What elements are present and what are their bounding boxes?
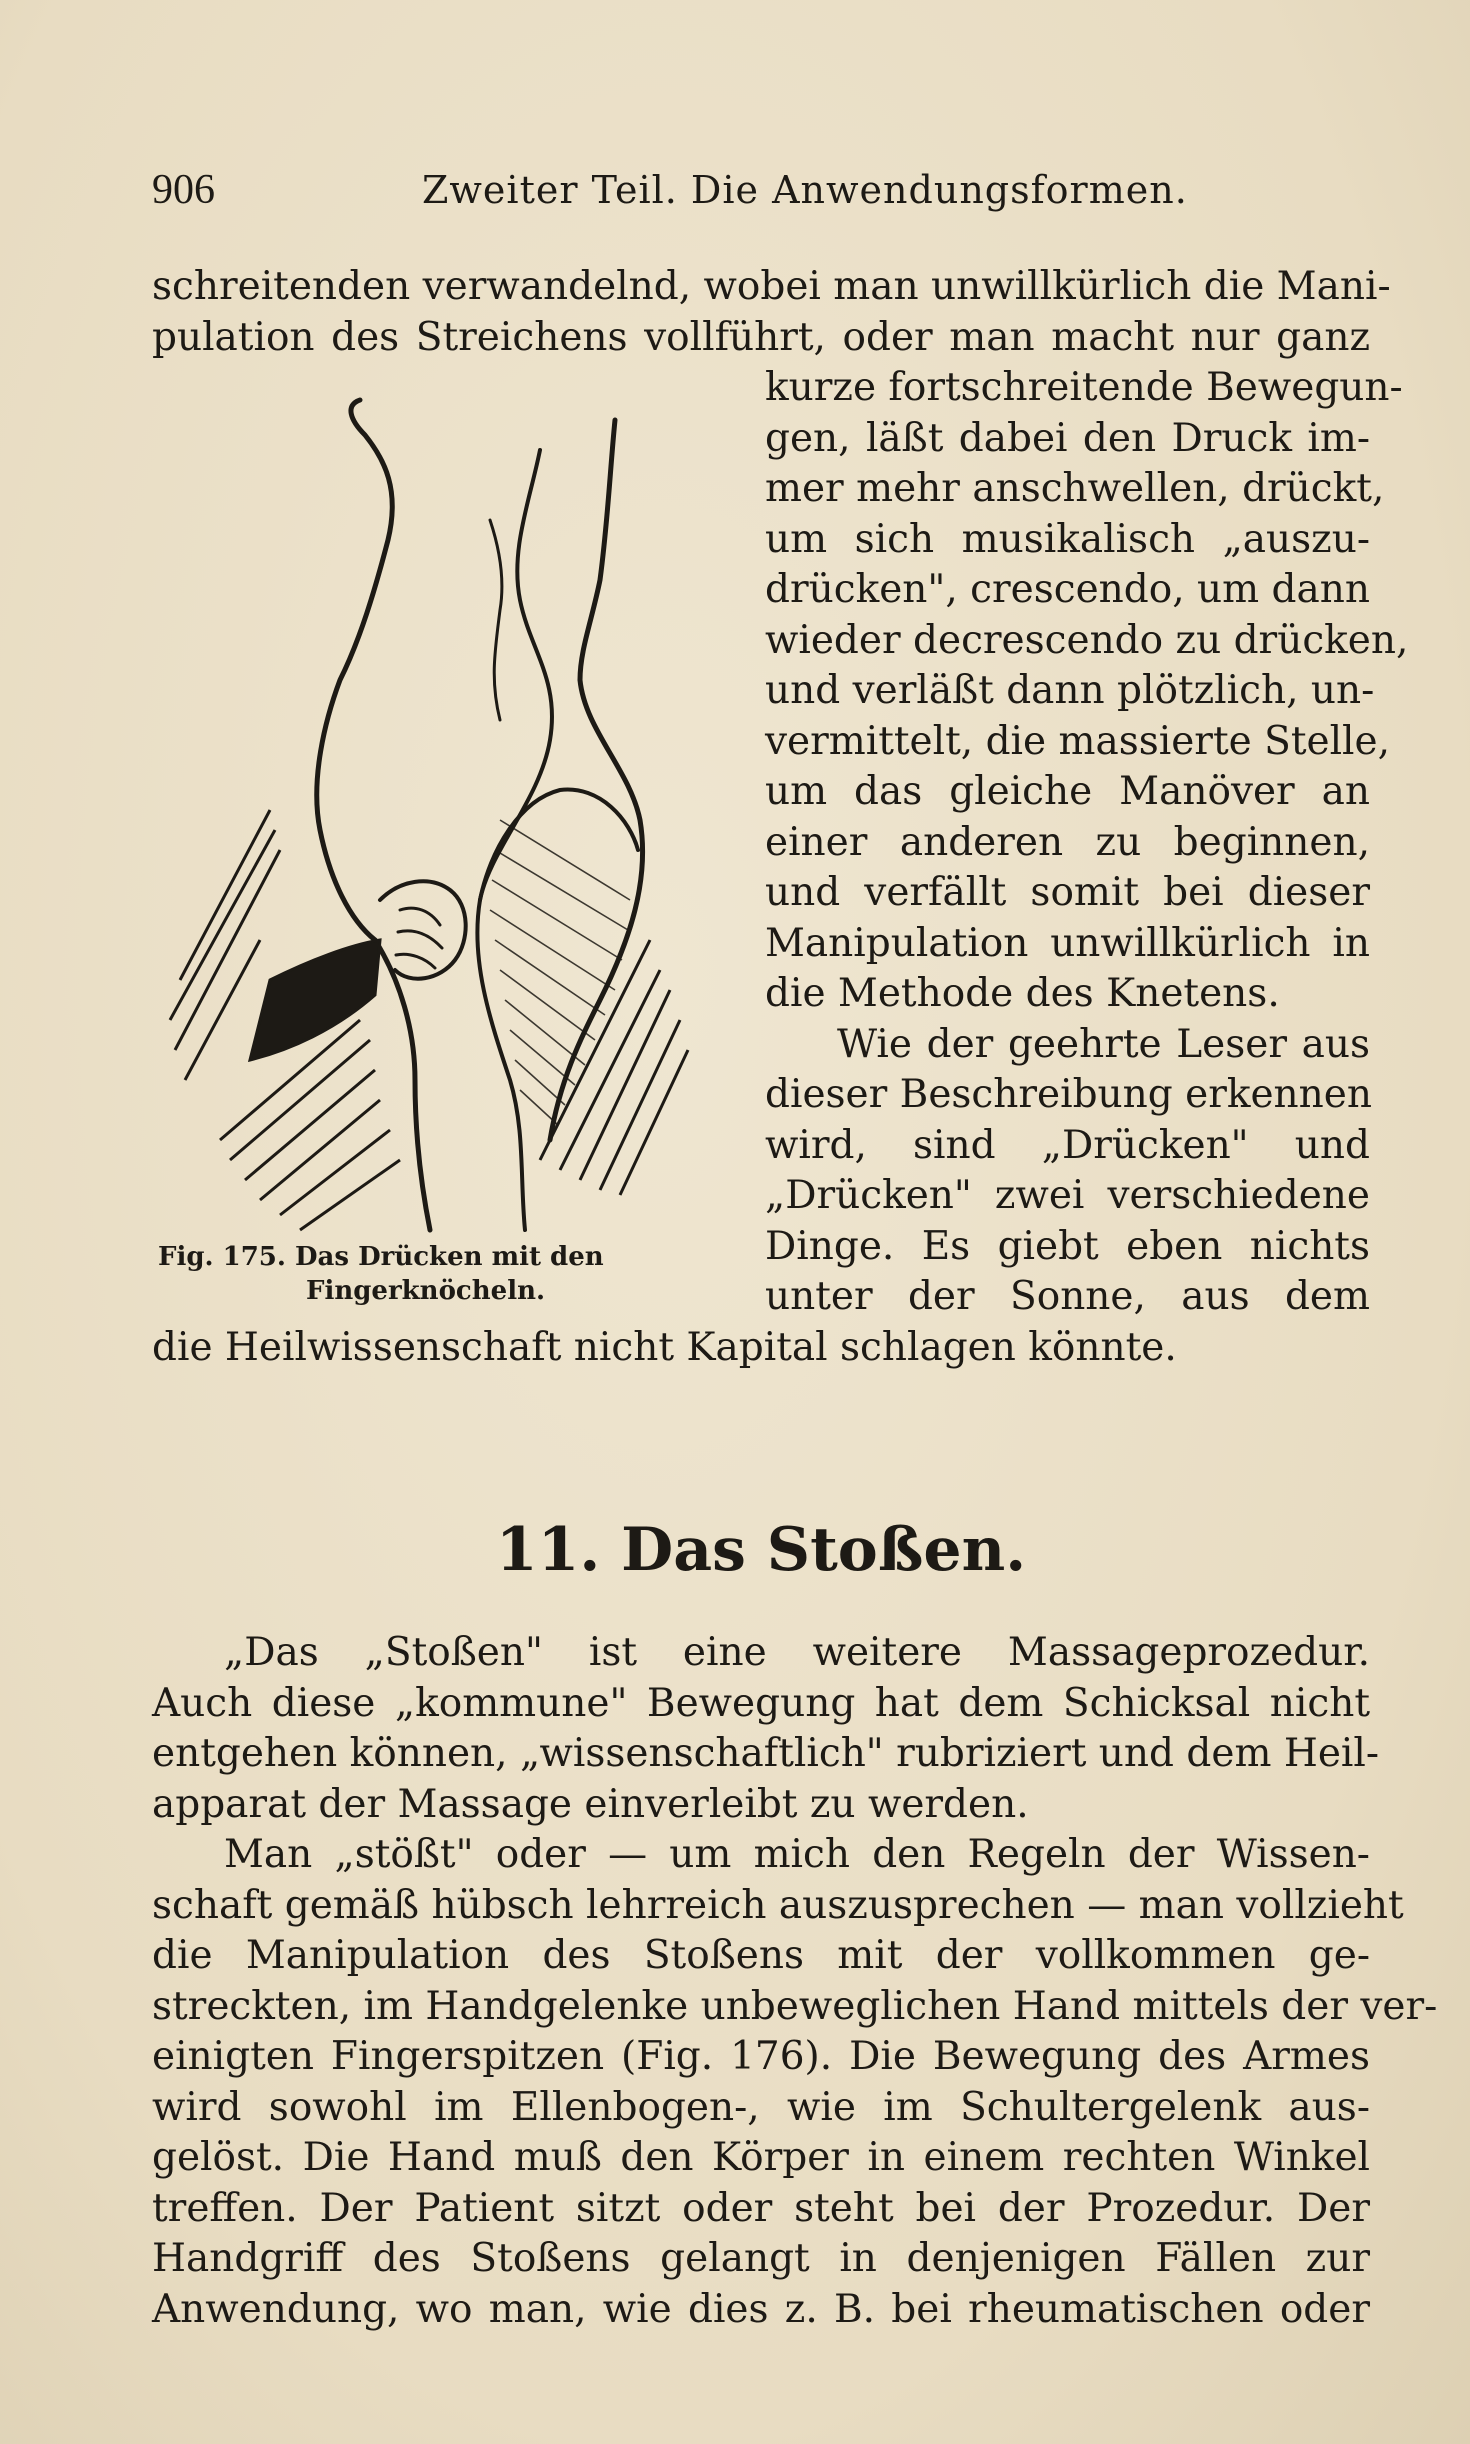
text-line: einigten Fingerspitzen (Fig. 176). Die Bewegung des Armes: [152, 2034, 1370, 2079]
text-line: Auch diese „kommune" Bewegung hat dem Schicksal nicht: [152, 1680, 1370, 1726]
text-line: „Das „Stoßen" ist eine weitere Massageprozedur.: [224, 1630, 1370, 1675]
text-line: die Heilwissenschaft nicht Kapital schlagen könnte.: [152, 1325, 1177, 1370]
text-line: um sich musikalisch „auszu-: [765, 516, 1370, 562]
text-line: „Drücken" zwei verschiedene: [765, 1173, 1370, 1218]
page-number: 906: [152, 167, 215, 213]
text-line: Manipulation unwillkürlich in: [765, 920, 1370, 966]
text-line: Man „stößt" oder — um mich den Regeln der Wissen-: [224, 1832, 1370, 1877]
section-title: 11. Das Stoßen.: [495, 1515, 1027, 1585]
text-line: vermittelt, die massierte Stelle,: [765, 718, 1390, 764]
text-line: die Methode des Knetens.: [765, 971, 1280, 1016]
text-line: entgehen können, „wissenschaftlich" rubriziert und dem Heil-: [152, 1731, 1380, 1776]
text-line: gelöst. Die Hand muß den Körper in einem rechten Winkel: [152, 2135, 1370, 2180]
text-line: dieser Beschreibung erkennen: [765, 1072, 1372, 1117]
text-line: kurze fortschreitende Bewegun-: [765, 365, 1403, 410]
page-header: [152, 160, 1370, 220]
text-line: einer anderen zu beginnen,: [765, 819, 1370, 865]
text-line: Handgriff des Stoßens gelangt in denjenigen Fällen zur: [152, 2236, 1370, 2281]
text-line: mer mehr anschwellen, drückt,: [765, 466, 1385, 511]
text-line: drücken", crescendo, um dann: [765, 567, 1370, 612]
text-line: unter der Sonne, aus dem: [765, 1274, 1370, 1319]
text-line: streckten, im Handgelenke unbeweglichen Hand mittels der ver-: [152, 1983, 1438, 2029]
text-line: apparat der Massage einverleibt zu werden.: [152, 1781, 1029, 1827]
text-line: treffen. Der Patient sitzt oder steht bei der Prozedur. Der: [152, 2185, 1370, 2231]
figure-175-illustration: [160, 380, 740, 1250]
text-line: Dinge. Es giebt eben nichts: [765, 1223, 1370, 1269]
text-line: wieder decrescendo zu drücken,: [765, 617, 1409, 663]
text-line: schaft gemäß hübsch lehrreich auszusprechen — man vollzieht: [152, 1882, 1404, 1928]
text-line: wird, sind „Drücken" und: [765, 1122, 1370, 1168]
text-line: um das gleiche Manöver an: [765, 769, 1370, 814]
text-line: gen, läßt dabei den Druck im-: [765, 415, 1370, 461]
text-line: und verläßt dann plötzlich, un-: [765, 668, 1375, 713]
caption-line: Fingerknöcheln.: [306, 1276, 546, 1306]
paragraph-stossen-2: [152, 1830, 1438, 2335]
text-line: und verfällt somit bei dieser: [765, 870, 1370, 915]
text-line: schreitenden verwandelnd, wobei man unwillkürlich die Mani-: [152, 264, 1391, 309]
figure-caption: [158, 1240, 738, 1308]
caption-line: Fig. 175. Das Drücken mit den: [158, 1242, 604, 1272]
text-line: wird sowohl im Ellenbogen-, wie im Schultergelenk aus-: [152, 2084, 1370, 2130]
paragraph-intro: [152, 262, 1391, 363]
paragraph-reader-end: [152, 1323, 1370, 1374]
paragraph-stossen-1: [152, 1628, 1380, 1830]
text-line: pulation des Streichens vollführt, oder man macht nur ganz: [152, 314, 1370, 360]
massage-illustration: [160, 380, 740, 1250]
paragraph-beside-figure: [765, 363, 1409, 1323]
text-line: Anwendung, wo man, wie dies z. B. bei rheumatischen oder: [152, 2286, 1370, 2332]
text-line: Wie der geehrte Leser aus: [837, 1021, 1370, 1067]
running-title: Zweiter Teil. Die Anwendungsformen.: [422, 168, 1188, 212]
text-line: die Manipulation des Stoßens mit der vollkommen ge-: [152, 1933, 1370, 1978]
